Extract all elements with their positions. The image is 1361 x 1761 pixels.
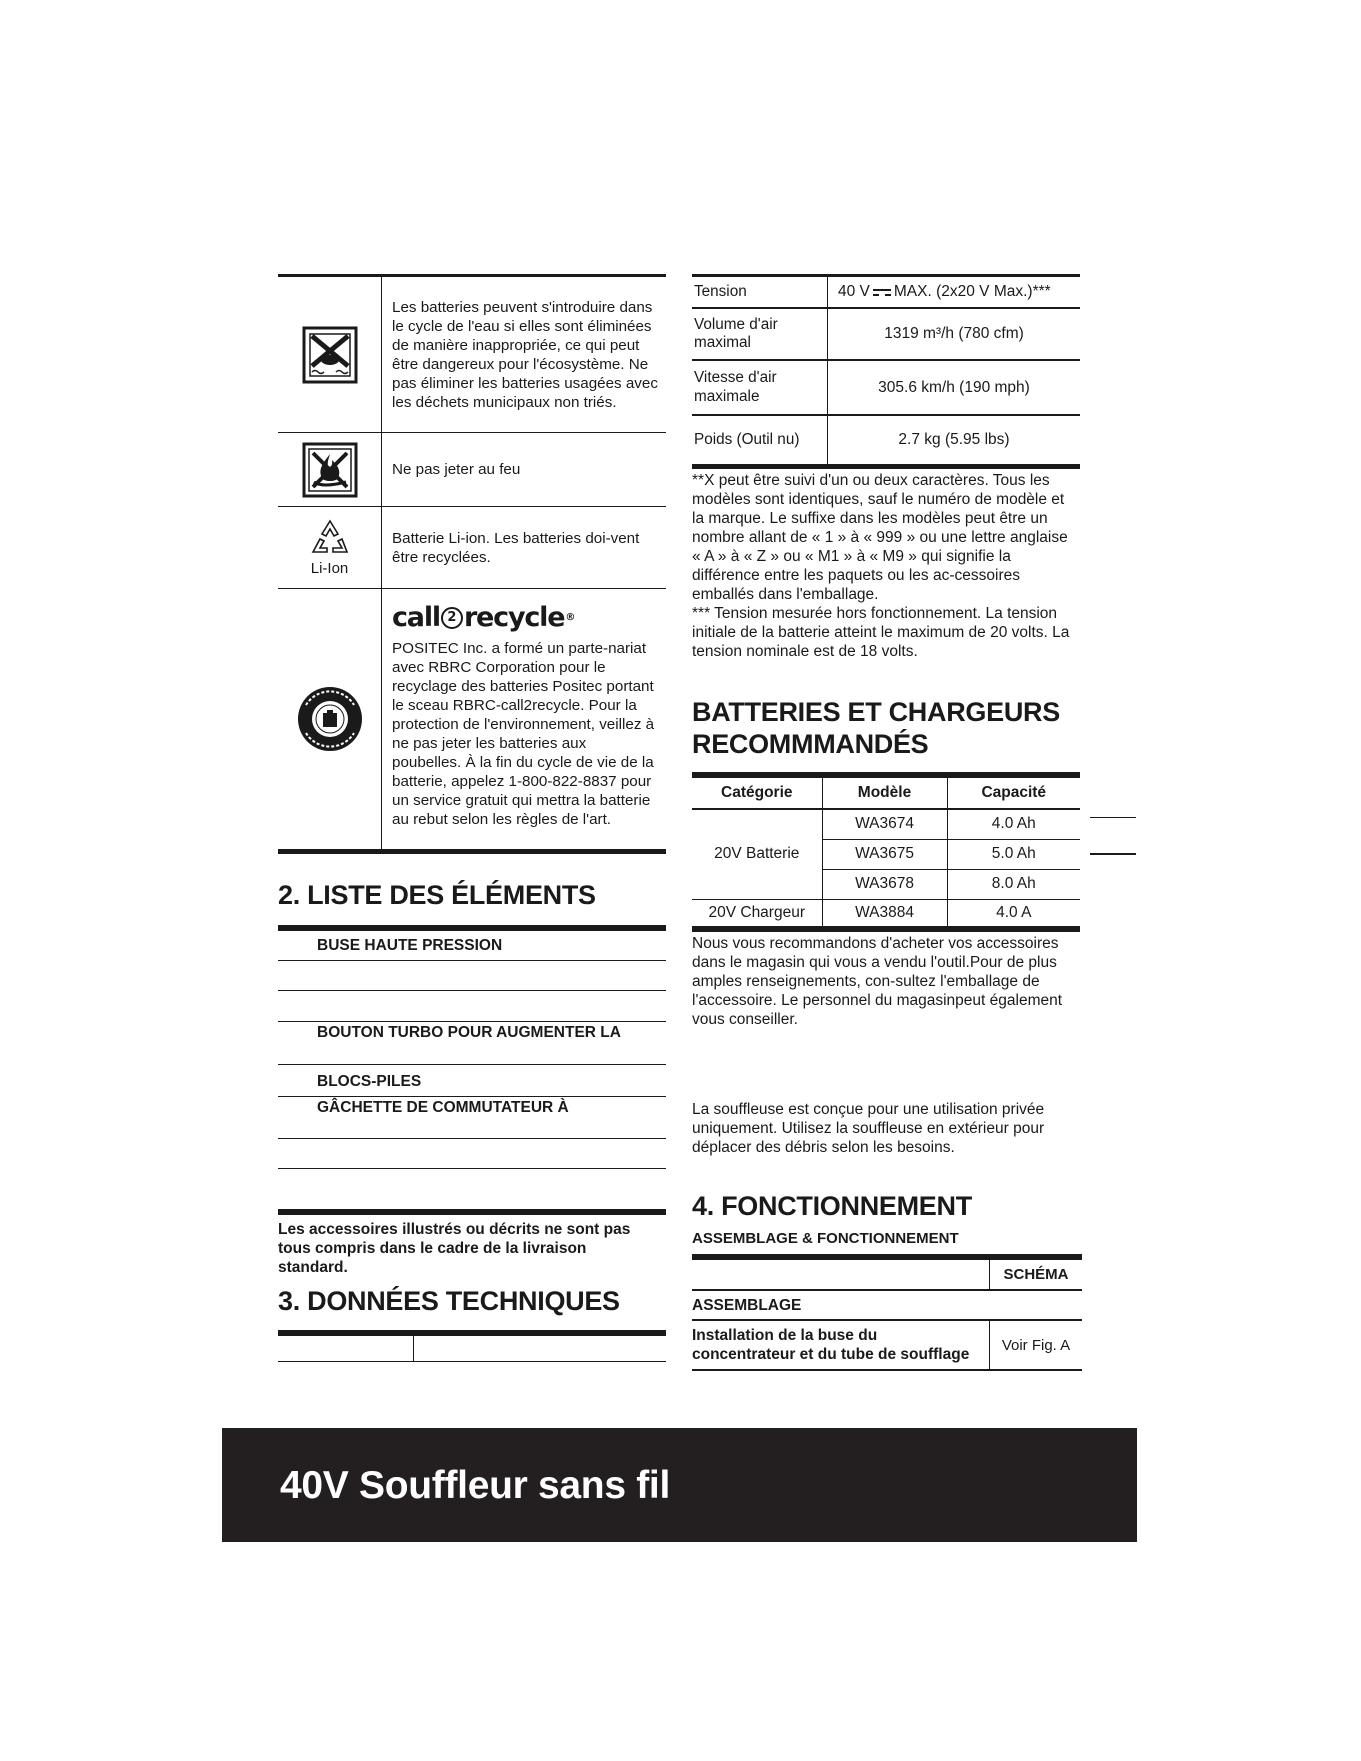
section-4-subtitle: ASSEMBLAGE & FONCTIONNEMENT	[692, 1230, 959, 1247]
model-cell: WA3674	[822, 809, 947, 839]
crossed-out-water-battery-icon	[278, 277, 382, 432]
op-step-row	[692, 1321, 1082, 1371]
col-header: Catégorie	[692, 775, 822, 809]
spec-row-air-speed	[692, 361, 1080, 416]
symbol-table	[278, 274, 666, 854]
section-2-title: 2. LISTE DES ÉLÉMENTS	[278, 880, 596, 910]
spec-label: Volume d'air maximal	[692, 309, 828, 359]
voltage-footnote: *** Tension mesurée hors fonctionnement. La tension initiale de la batterie atteint le maximum de 20 volts. La tension nominale est de 18 volts.	[692, 605, 1070, 660]
table-divider	[413, 1336, 414, 1362]
list-rule	[278, 1021, 666, 1022]
tech-data-table-stub	[278, 1330, 666, 1362]
spec-value: 2.7 kg (5.95 lbs)	[898, 431, 1010, 448]
category-cell: 20V Chargeur	[692, 899, 822, 929]
model-cell: WA3884	[822, 899, 947, 929]
spec-label: Poids (Outil nu)	[692, 416, 828, 464]
rbrc-description: POSITEC Inc. a formé un parte-nariat avec RBRC Corporation pour le recyclage des batteries Positec portant le sceau RBRC-call2recycle. Pour la protection de l'environnement, veillez à ne pas jeter les batteries aux poubelles. À la fin du cycle de vie de la batterie, appelez 1-800-822-8837 pour un service gratuit qui mettra la batterie au rebut selon les règles de l'art.	[392, 640, 655, 828]
intended-use: La souffleuse est conçue pour une utilisation privée uniquement. Utilisez la souffleuse en extérieur pour déplacer des débris selon les besoins.	[692, 1101, 1045, 1156]
voltage-max: MAX. (2x20 V Max.)***	[893, 283, 1051, 300]
section-3-title: 3. DONNÉES TECHNIQUES	[278, 1286, 620, 1316]
table-row	[692, 809, 1080, 839]
model-cell: WA3678	[822, 869, 947, 899]
capacity-cell: 8.0 Ah	[947, 869, 1080, 899]
symbol-row-water	[278, 277, 666, 433]
rbrc-recycle-seal-icon	[278, 589, 382, 849]
symbol-row-liion	[278, 507, 666, 589]
op-step-label: Installation de la buse du concentrateur et du tube de soufflage	[692, 1327, 970, 1363]
operation-table	[692, 1254, 1082, 1371]
list-rule	[278, 1209, 666, 1215]
list-item: BLOCS-PILES	[317, 1073, 422, 1090]
spec-table	[692, 274, 1080, 469]
list-rule	[278, 960, 666, 961]
op-step-ref: Voir Fig. A	[989, 1321, 1082, 1369]
model-footnote: **X peut être suivi d'un ou deux caractères. Tous les modèles sont identiques, sauf le numéro de modèle et la marque. Le suffixe dans les modèles peut être un nombre allant de « 1 » à « 999 » ou une lettre anglaise « A » à « Z » ou « M1 » à « M9 » qui signifie la différence entre les paquets ou les ac-cessoires emballés dans l'emballage.	[692, 472, 1068, 603]
dc-current-icon	[873, 289, 891, 296]
product-title: 40V Souffleur sans fil	[280, 1464, 671, 1507]
symbol-text-fire: Ne pas jeter au feu	[392, 461, 521, 478]
recommended-title: BATTERIES ET CHARGEURS RECOMMMANDÉS	[692, 697, 1060, 759]
spec-label: Tension	[692, 277, 828, 307]
margin-mark	[1090, 817, 1136, 818]
table-row	[692, 899, 1080, 929]
spec-label: Vitesse d'air maximale	[692, 361, 828, 414]
voltage-value: 40 V	[838, 283, 870, 300]
spec-value: 1319 m³/h (780 cfm)	[884, 325, 1024, 342]
list-rule	[278, 1064, 666, 1065]
model-cell: WA3675	[822, 839, 947, 869]
list-rule	[278, 925, 666, 931]
symbol-text-liion: Batterie Li-ion. Les batteries doi-vent être recyclées.	[392, 529, 640, 566]
op-header-row	[692, 1260, 1082, 1291]
list-item: GÂCHETTE DE COMMUTATEUR À	[317, 1099, 569, 1116]
list-item: BOUTON TURBO POUR AUGMENTER LA	[317, 1024, 621, 1041]
col-header: Capacité	[947, 775, 1080, 809]
footer-banner	[222, 1428, 1137, 1542]
recommended-table	[692, 772, 1080, 932]
symbol-row-fire	[278, 433, 666, 507]
capacity-cell: 5.0 Ah	[947, 839, 1080, 869]
capacity-cell: 4.0 A	[947, 899, 1080, 929]
symbol-text-rbrc	[382, 589, 666, 849]
accessories-note: Les accessoires illustrés ou décrits ne sont pas tous compris dans le cadre de la livraison standard.	[278, 1221, 631, 1276]
symbol-row-rbrc	[278, 589, 666, 854]
call2recycle-logo: call 2 recycle ®	[392, 602, 575, 633]
capacity-cell: 4.0 Ah	[947, 809, 1080, 839]
table-header-row	[692, 775, 1080, 809]
no-fire-icon	[278, 433, 382, 506]
margin-mark	[1090, 853, 1136, 855]
op-header-blank	[692, 1260, 989, 1289]
spec-row-air-volume	[692, 309, 1080, 361]
list-rule	[278, 1096, 666, 1097]
recycle-icon	[278, 507, 382, 588]
spec-value	[828, 277, 1080, 307]
schema-header: SCHÉMA	[989, 1260, 1082, 1289]
category-cell: 20V Batterie	[692, 809, 822, 899]
op-group-label: ASSEMBLAGE	[692, 1296, 802, 1314]
symbol-text-water: Les batteries peuvent s'introduire dans le cycle de l'eau si elles sont éliminées de manière inappropriée, ce qui peut être dangereux pour l'écosystème. Ne pas éliminer les batteries usagées avec les déchets municipaux non triés.	[392, 298, 658, 411]
recommend-advice: Nous vous recommandons d'acheter vos accessoires dans le magasin qui vous a vendu l'outil.Pour de plus amples renseignements, con-sultez l'emballage de l'accessoire. Le personnel du magasinpeut également vous conseiller.	[692, 935, 1063, 1028]
spec-row-voltage	[692, 277, 1080, 309]
list-rule	[278, 990, 666, 991]
op-group-row	[692, 1291, 1082, 1321]
section-4-title: 4. FONCTIONNEMENT	[692, 1191, 972, 1221]
spec-row-weight	[692, 416, 1080, 464]
list-rule	[278, 1168, 666, 1169]
list-item: BUSE HAUTE PRESSION	[317, 937, 503, 954]
col-header: Modèle	[822, 775, 947, 809]
list-rule	[278, 1138, 666, 1139]
spec-value: 305.6 km/h (190 mph)	[878, 378, 1030, 396]
liion-label: Li-Ion	[310, 560, 349, 577]
